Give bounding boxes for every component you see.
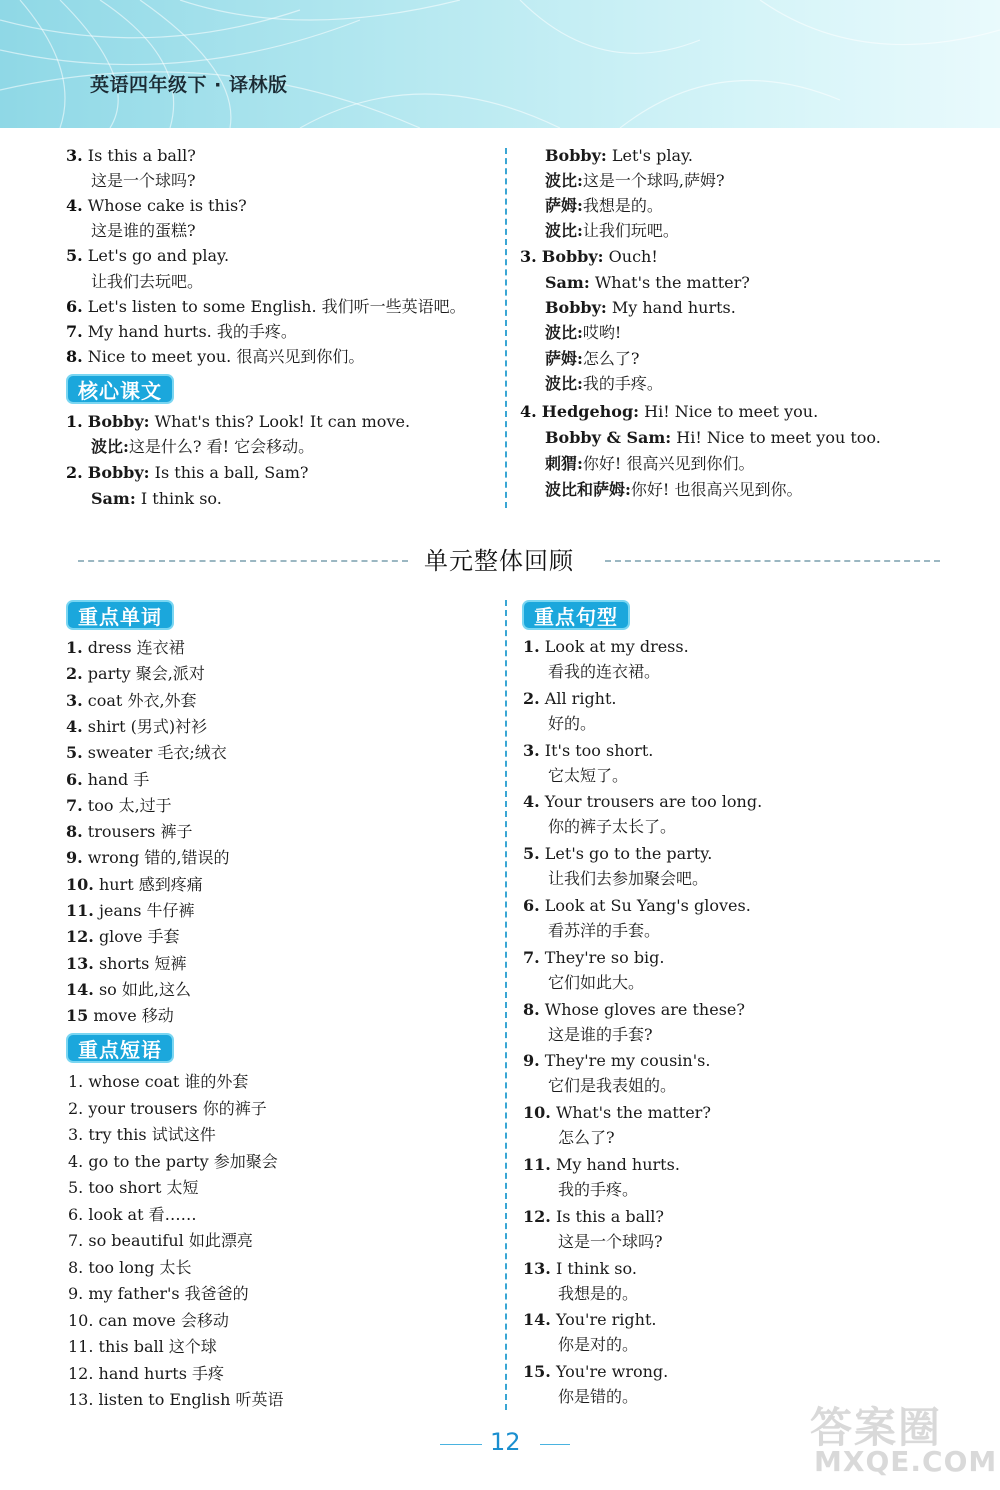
sentence-item	[523, 1310, 656, 1330]
word-item	[66, 796, 172, 816]
dialogue-line: 萨姆:怎么了?	[545, 349, 640, 368]
word-item	[66, 980, 191, 1000]
dialogue-line: 4. Hedgehog: Hi! Nice to meet you.	[520, 402, 819, 421]
sentence-item	[523, 637, 689, 657]
list-item: 6. Let's listen to some English. 我们听一些英语吧。	[66, 297, 466, 316]
item-number: 2.	[68, 1098, 84, 1118]
item-number: 8.	[523, 999, 540, 1019]
sentence-english: My hand hurts.	[555, 1155, 680, 1174]
sentence-item	[523, 896, 751, 916]
word-item	[66, 638, 185, 658]
translation: 这是一个球吗?	[91, 171, 196, 190]
item-text: my father's 我爸爸的	[88, 1284, 249, 1303]
item-number: 10.	[68, 1310, 94, 1330]
word-item	[66, 822, 192, 842]
sentence-translation: 它太短了。	[548, 765, 629, 785]
item-number: 1.	[66, 638, 83, 657]
item-text: glove 手套	[98, 927, 180, 947]
item-text: so 如此,这么	[98, 979, 191, 999]
word-item	[66, 875, 203, 895]
key-sentences-tag: 重点句型	[522, 600, 630, 630]
sentence-translation: 看苏洋的手套。	[548, 921, 661, 940]
dialogue-line: Bobby & Sam: Hi! Nice to meet you too.	[545, 428, 881, 447]
sentence-item	[523, 1155, 680, 1175]
item-number: 10.	[523, 1103, 551, 1123]
item-number: 6.	[523, 896, 540, 915]
sentence-item	[523, 1259, 637, 1279]
item-number: 9.	[68, 1284, 84, 1303]
item-number: 1.	[523, 637, 540, 656]
dialogue-line: 刺猬:你好! 很高兴见到你们。	[545, 454, 755, 473]
item-text: shirt (男式)衬衫	[87, 716, 208, 736]
item-text: wrong 错的,错误的	[87, 848, 230, 868]
item-number: 3.	[66, 690, 83, 710]
item-number: 1.	[68, 1072, 84, 1091]
word-item	[66, 1006, 174, 1026]
bottom-left-column	[66, 600, 496, 1420]
dialogue-line: Sam: I think so.	[91, 489, 222, 508]
phrase-item	[68, 1258, 192, 1278]
item-number: 12.	[66, 927, 94, 947]
column-divider-top	[505, 148, 507, 508]
top-right-column	[520, 146, 960, 506]
dialogue-line: 波比:这是什么? 看! 它会移动。	[91, 437, 315, 456]
word-item	[66, 691, 197, 711]
dialogue-line: Bobby: Let's play.	[545, 146, 693, 165]
sentence-item	[523, 844, 712, 864]
item-text: shorts 短裤	[98, 953, 187, 973]
sentence-english: I think so.	[555, 1258, 637, 1278]
sentence-english: Whose gloves are these?	[544, 999, 745, 1019]
list-item: 4. Whose cake is this?	[66, 196, 247, 215]
item-number: 11.	[523, 1155, 551, 1174]
item-text: listen to English 听英语	[98, 1390, 284, 1409]
watermark-url: MXQE.COM	[814, 1445, 998, 1478]
item-number: 10.	[66, 874, 94, 894]
watermark-text: 答案圈	[810, 1403, 943, 1452]
item-number: 11.	[68, 1337, 94, 1356]
footer-line-left	[440, 1444, 482, 1445]
sentence-translation: 让我们去参加聚会吧。	[548, 869, 709, 889]
item-number: 12.	[68, 1363, 94, 1383]
item-number: 6.	[66, 769, 83, 789]
item-text: hurt 感到疼痛	[98, 874, 203, 894]
item-text: too 太,过于	[87, 795, 172, 815]
sentence-item	[523, 689, 617, 709]
dialogue-line: 萨姆:我想是的。	[545, 196, 663, 215]
item-number: 12.	[523, 1206, 551, 1226]
item-text: move 移动	[93, 1006, 174, 1026]
sentence-item	[523, 1051, 710, 1071]
item-number: 7.	[66, 795, 83, 815]
dialogue-line: 波比:让我们玩吧。	[545, 221, 679, 240]
dialogue-line: 波比和萨姆:你好! 也很高兴见到你。	[545, 480, 803, 499]
sentence-translation: 你是对的。	[558, 1335, 639, 1355]
translation: 让我们去玩吧。	[91, 272, 204, 291]
item-number: 13.	[68, 1390, 94, 1409]
dialogue-line: 波比:我的手疼。	[545, 374, 663, 393]
item-text: hand hurts 手疼	[98, 1363, 225, 1383]
sentence-english: They're my cousin's.	[544, 1051, 711, 1071]
item-text: can move 会移动	[98, 1310, 229, 1330]
item-number: 4.	[68, 1151, 84, 1171]
sentence-translation: 你的裤子太长了。	[548, 817, 677, 837]
sentence-item	[523, 1000, 745, 1020]
sentence-translation: 怎么了?	[558, 1128, 615, 1148]
phrase-item	[68, 1284, 249, 1304]
dialogue-line: Sam: What's the matter?	[545, 273, 750, 292]
item-text: too short 太短	[88, 1178, 199, 1197]
sentence-translation: 它们如此大。	[548, 972, 645, 992]
watermark-logo	[810, 1395, 998, 1485]
list-item: 3. Is this a ball?	[66, 146, 196, 165]
dialogue-line: 波比:哎哟!	[545, 323, 622, 342]
sentence-translation: 你是错的。	[558, 1387, 639, 1407]
word-item	[66, 848, 230, 868]
book-title: 英语四年级下 · 译林版	[90, 74, 288, 96]
word-item	[66, 901, 195, 921]
phrase-item	[68, 1205, 197, 1225]
item-text: so beautiful 如此漂亮	[88, 1231, 253, 1250]
sentence-english: It's too short.	[544, 740, 654, 760]
phrase-item	[68, 1125, 216, 1145]
item-number: 2.	[66, 664, 83, 684]
sentence-translation: 这是一个球吗?	[558, 1231, 663, 1251]
item-number: 4.	[523, 792, 540, 812]
phrase-item	[68, 1072, 248, 1092]
key-phrases-tag: 重点短语	[66, 1033, 174, 1063]
word-item	[66, 770, 149, 790]
translation: 这是谁的蛋糕?	[91, 221, 196, 240]
sentence-translation: 我想是的。	[558, 1283, 639, 1303]
word-item	[66, 927, 180, 947]
item-text: try this 试试这件	[88, 1125, 216, 1144]
item-number: 4.	[66, 716, 83, 736]
item-number: 5.	[66, 743, 83, 763]
item-text: coat 外衣,外套	[87, 690, 197, 710]
section-divider-left	[78, 560, 408, 562]
item-number: 8.	[66, 822, 83, 842]
word-item	[66, 664, 205, 684]
item-text: this ball 这个球	[98, 1337, 217, 1356]
item-number: 13.	[523, 1258, 551, 1278]
sentence-item	[523, 948, 665, 968]
phrase-item	[68, 1178, 198, 1198]
header-decoration	[0, 0, 1000, 128]
page-footer	[440, 1428, 570, 1458]
item-number: 5.	[68, 1178, 84, 1197]
bottom-right-column	[520, 600, 960, 1420]
phrase-item	[68, 1099, 267, 1119]
sentence-item	[523, 1207, 664, 1227]
sentence-item	[523, 741, 653, 761]
sentence-translation: 我的手疼。	[558, 1180, 639, 1199]
dialogue-line: 3. Bobby: Ouch!	[520, 247, 658, 266]
item-number: 3.	[523, 740, 540, 760]
item-text: too long 太长	[88, 1257, 192, 1277]
phrase-item	[68, 1364, 224, 1384]
sentence-english: Let's go to the party.	[544, 844, 713, 864]
sentence-item	[523, 1362, 668, 1382]
sentence-item	[523, 792, 762, 812]
sentence-translation: 好的。	[548, 713, 597, 733]
list-item: 7. My hand hurts. 我的手疼。	[66, 322, 297, 341]
phrase-item	[68, 1390, 284, 1410]
item-number: 5.	[523, 844, 540, 864]
item-number: 13.	[66, 953, 94, 973]
sentence-english: You're right.	[555, 1310, 657, 1330]
list-item: 8. Nice to meet you. 很高兴见到你们。	[66, 347, 365, 366]
sentence-english: What's the matter?	[555, 1103, 711, 1123]
dialogue-line: Bobby: My hand hurts.	[545, 298, 736, 317]
item-text: trousers 裤子	[87, 822, 193, 842]
item-number: 15	[66, 1006, 89, 1026]
section-title: 单元整体回顾	[424, 547, 574, 575]
item-text: go to the party 参加聚会	[88, 1151, 278, 1171]
key-words-tag: 重点单词	[66, 600, 174, 630]
item-text: sweater 毛衣;绒衣	[87, 743, 227, 763]
item-number: 2.	[523, 688, 540, 708]
item-number: 3.	[68, 1125, 84, 1144]
item-text: party 聚会,派对	[87, 664, 205, 684]
item-number: 7.	[68, 1231, 84, 1250]
column-divider-bottom	[505, 600, 507, 1410]
sentence-item	[523, 1103, 711, 1123]
item-number: 14.	[523, 1310, 551, 1330]
dialogue-line: 波比:这是一个球吗,萨姆?	[545, 171, 725, 190]
footer-line-right	[540, 1444, 570, 1445]
phrase-item	[68, 1231, 253, 1251]
word-item	[66, 743, 227, 763]
page-number: 12	[490, 1428, 521, 1456]
phrase-item	[68, 1152, 278, 1172]
list-item: 5. Let's go and play.	[66, 246, 230, 265]
dialogue-line: 1. Bobby: What's this? Look! It can move.	[66, 412, 411, 431]
item-text: whose coat 谁的外套	[88, 1072, 249, 1091]
dialogue-line: 2. Bobby: Is this a ball, Sam?	[66, 463, 309, 482]
item-number: 6.	[68, 1204, 84, 1224]
item-text: your trousers 你的裤子	[88, 1098, 267, 1118]
item-number: 9.	[523, 1051, 540, 1071]
item-number: 14.	[66, 979, 94, 999]
sentence-english: Is this a ball?	[555, 1206, 664, 1226]
sentence-translation: 看我的连衣裙。	[548, 662, 661, 681]
sentence-english: Look at my dress.	[544, 637, 689, 656]
item-number: 11.	[66, 901, 94, 920]
sentence-english: Your trousers are too long.	[544, 792, 763, 812]
item-text: hand 手	[87, 769, 150, 789]
page-header-banner	[0, 0, 1000, 128]
item-text: jeans 牛仔裤	[98, 901, 195, 920]
section-divider-right	[605, 560, 940, 562]
item-number: 9.	[66, 848, 83, 868]
sentence-english: They're so big.	[544, 947, 665, 967]
item-number: 7.	[523, 947, 540, 967]
sentence-english: All right.	[544, 688, 617, 708]
sentence-translation: 它们是我表姐的。	[548, 1076, 677, 1096]
sentence-english: You're wrong.	[555, 1362, 669, 1382]
item-text: look at 看……	[88, 1204, 197, 1224]
core-text-tag: 核心课文	[66, 374, 174, 404]
item-number: 15.	[523, 1362, 551, 1382]
item-text: dress 连衣裙	[87, 638, 185, 657]
top-left-column	[66, 146, 496, 516]
sentence-english: Look at Su Yang's gloves.	[544, 896, 751, 915]
phrase-item	[68, 1337, 217, 1357]
phrase-item	[68, 1311, 229, 1331]
word-item	[66, 717, 207, 737]
sentence-translation: 这是谁的手套?	[548, 1024, 653, 1044]
word-item	[66, 954, 186, 974]
item-number: 8.	[68, 1257, 84, 1277]
